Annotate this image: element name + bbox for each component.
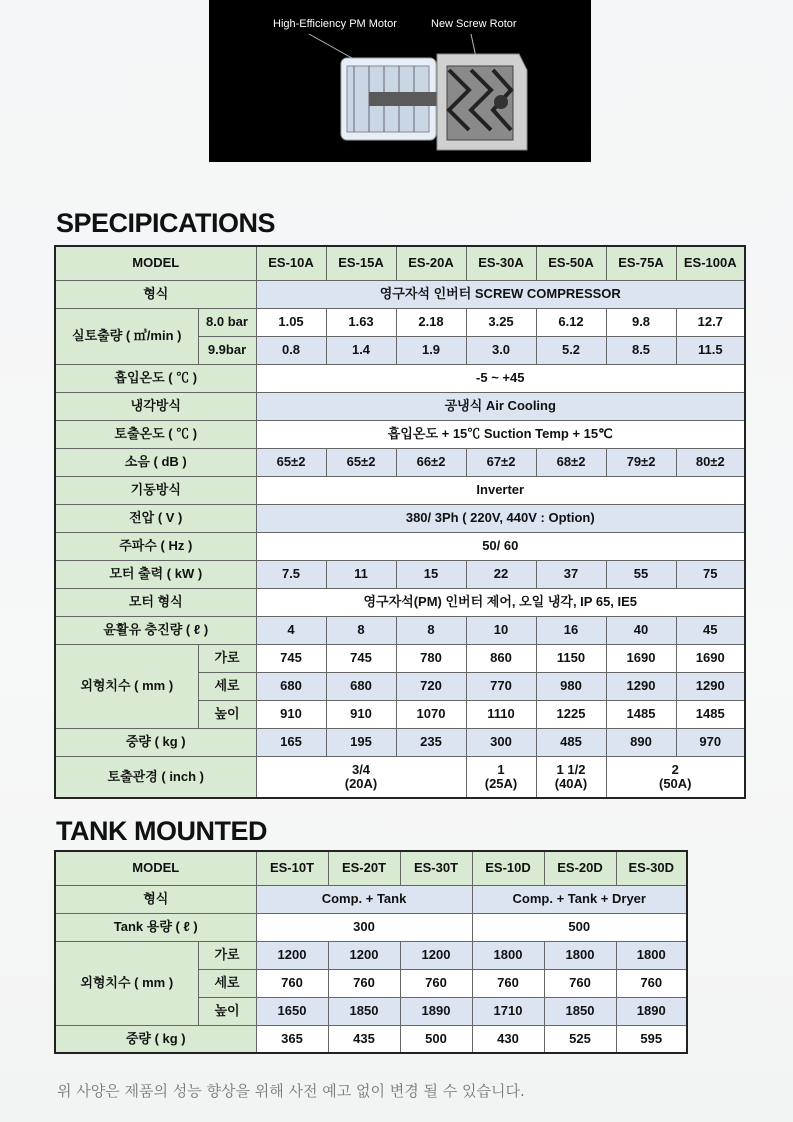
value-cell: 1290 <box>606 672 676 700</box>
value-cell: 3.25 <box>466 308 536 336</box>
start-label: 기동방식 <box>55 476 256 504</box>
model-cell: ES-10A <box>256 246 326 280</box>
value-cell: 595 <box>616 1025 687 1053</box>
value-cell: 65±2 <box>326 448 396 476</box>
value-cell: 300 <box>466 728 536 756</box>
value-cell: 1110 <box>466 700 536 728</box>
value-cell: 195 <box>326 728 396 756</box>
motor-type-label: 모터 형식 <box>55 588 256 616</box>
value-cell: 435 <box>328 1025 400 1053</box>
noise-label: 소음 ( dB ) <box>55 448 256 476</box>
value-cell: 910 <box>326 700 396 728</box>
value-cell: 1800 <box>472 941 544 969</box>
tank-weight-label: 중량 ( kg ) <box>55 1025 256 1053</box>
caption-pm-motor: High-Efficiency PM Motor <box>273 18 397 30</box>
tank-dim-label: 외형치수 ( mm ) <box>55 941 198 1025</box>
spec-row-type <box>55 280 745 308</box>
value-cell: 860 <box>466 644 536 672</box>
value-cell: 8 <box>396 616 466 644</box>
value-cell: 66±2 <box>396 448 466 476</box>
discharge-temp-label: 토출온도 ( ℃ ) <box>55 420 256 448</box>
value-cell: 760 <box>328 969 400 997</box>
value-cell: 1200 <box>328 941 400 969</box>
value-cell: 1690 <box>676 644 745 672</box>
spec-row-start <box>55 476 745 504</box>
start-value: Inverter <box>256 476 745 504</box>
value-cell: 760 <box>256 969 328 997</box>
spec-row-pipe <box>55 756 745 798</box>
value-cell: 55 <box>606 560 676 588</box>
value-cell: 8.5 <box>606 336 676 364</box>
value-cell: 1800 <box>544 941 616 969</box>
spec-row-dim-w <box>55 644 745 672</box>
value-cell: 9.8 <box>606 308 676 336</box>
tank-type-t: Comp. + Tank <box>256 885 472 913</box>
spec-row-noise <box>55 448 745 476</box>
flow-label: 실토출량 ( ㎥/min ) <box>55 308 198 364</box>
value-cell: 68±2 <box>536 448 606 476</box>
value-cell: 1890 <box>400 997 472 1025</box>
value-cell: 1290 <box>676 672 745 700</box>
caption-screw-rotor: New Screw Rotor <box>431 18 517 30</box>
pipe-value-2 <box>466 756 536 798</box>
model-cell: ES-15A <box>326 246 396 280</box>
value-cell: 2.18 <box>396 308 466 336</box>
tank-dim-w-label: 가로 <box>198 941 256 969</box>
pipe-value-3 <box>536 756 606 798</box>
value-cell: 5.2 <box>536 336 606 364</box>
value-cell: 37 <box>536 560 606 588</box>
footnote: 위 사양은 제품의 성능 향상을 위해 사전 예고 없이 변경 될 수 있습니다. <box>57 1082 525 1100</box>
spec-row-cooling <box>55 392 745 420</box>
type-label: 형식 <box>55 280 256 308</box>
model-cell: ES-100A <box>676 246 745 280</box>
spec-row-motor-type <box>55 588 745 616</box>
tank-capacity-label: Tank 용량 ( ℓ ) <box>55 913 256 941</box>
value-cell: 1225 <box>536 700 606 728</box>
pipe-inch: 1 <box>497 761 505 777</box>
tank-row-type <box>55 885 687 913</box>
intake-label: 흡입온도 ( ℃ ) <box>55 364 256 392</box>
model-cell: ES-10T <box>256 851 328 885</box>
tank-capacity-t: 300 <box>256 913 472 941</box>
value-cell: 485 <box>536 728 606 756</box>
value-cell: 3.0 <box>466 336 536 364</box>
value-cell: 760 <box>472 969 544 997</box>
value-cell: 1070 <box>396 700 466 728</box>
model-cell: ES-20T <box>328 851 400 885</box>
model-cell: ES-20D <box>544 851 616 885</box>
pipe-size: (25A) <box>484 775 518 791</box>
value-cell: 760 <box>400 969 472 997</box>
dim-w-label: 가로 <box>198 644 256 672</box>
value-cell: 745 <box>326 644 396 672</box>
model-cell: ES-30T <box>400 851 472 885</box>
flow-pressure-1: 8.0 bar <box>198 308 256 336</box>
pipe-size: (40A) <box>554 775 588 791</box>
pipe-value-4 <box>606 756 745 798</box>
model-cell: ES-20A <box>396 246 466 280</box>
freq-label: 주파수 ( Hz ) <box>55 532 256 560</box>
dim-h-label: 높이 <box>198 700 256 728</box>
model-cell: ES-10D <box>472 851 544 885</box>
value-cell: 1710 <box>472 997 544 1025</box>
tank-table <box>54 850 688 1054</box>
tank-model-label: MODEL <box>55 851 256 885</box>
value-cell: 770 <box>466 672 536 700</box>
intake-value: -5 ~ +45 <box>256 364 745 392</box>
value-cell: 680 <box>326 672 396 700</box>
spec-title: SPECIPICATIONS <box>56 208 276 238</box>
value-cell: 8 <box>326 616 396 644</box>
value-cell: 75 <box>676 560 745 588</box>
value-cell: 1850 <box>328 997 400 1025</box>
cooling-value: 공냉식 Air Cooling <box>256 392 745 420</box>
value-cell: 65±2 <box>256 448 326 476</box>
voltage-label: 전압 ( V ) <box>55 504 256 532</box>
model-cell: ES-30D <box>616 851 687 885</box>
value-cell: 11.5 <box>676 336 745 364</box>
value-cell: 680 <box>256 672 326 700</box>
value-cell: 760 <box>544 969 616 997</box>
value-cell: 80±2 <box>676 448 745 476</box>
value-cell: 79±2 <box>606 448 676 476</box>
pipe-label: 토출관경 ( inch ) <box>55 756 256 798</box>
value-cell: 4 <box>256 616 326 644</box>
value-cell: 500 <box>400 1025 472 1053</box>
hero-image <box>209 0 591 162</box>
tank-dim-d-label: 세로 <box>198 969 256 997</box>
voltage-value: 380/ 3Ph ( 220V, 440V : Option) <box>256 504 745 532</box>
value-cell: 1.05 <box>256 308 326 336</box>
value-cell: 6.12 <box>536 308 606 336</box>
pipe-value-1 <box>256 756 466 798</box>
spec-table <box>54 245 746 799</box>
tank-row-dim-w <box>55 941 687 969</box>
spec-row-flow-1 <box>55 308 745 336</box>
value-cell: 67±2 <box>466 448 536 476</box>
freq-value: 50/ 60 <box>256 532 745 560</box>
value-cell: 745 <box>256 644 326 672</box>
value-cell: 22 <box>466 560 536 588</box>
value-cell: 165 <box>256 728 326 756</box>
tank-type-d: Comp. + Tank + Dryer <box>472 885 687 913</box>
value-cell: 1200 <box>256 941 328 969</box>
value-cell: 1850 <box>544 997 616 1025</box>
value-cell: 12.7 <box>676 308 745 336</box>
oil-label: 윤활유 충진량 ( ℓ ) <box>55 616 256 644</box>
value-cell: 1690 <box>606 644 676 672</box>
weight-label: 중량 ( kg ) <box>55 728 256 756</box>
value-cell: 15 <box>396 560 466 588</box>
spec-row-voltage <box>55 504 745 532</box>
value-cell: 1800 <box>616 941 687 969</box>
value-cell: 760 <box>616 969 687 997</box>
value-cell: 1485 <box>676 700 745 728</box>
motor-output-label: 모터 출력 ( kW ) <box>55 560 256 588</box>
pipe-inch: 2 <box>671 761 679 777</box>
tank-row-model <box>55 851 687 885</box>
tank-dim-h-label: 높이 <box>198 997 256 1025</box>
value-cell: 430 <box>472 1025 544 1053</box>
value-cell: 890 <box>606 728 676 756</box>
value-cell: 235 <box>396 728 466 756</box>
tank-title: TANK MOUNTED <box>56 816 267 846</box>
value-cell: 970 <box>676 728 745 756</box>
model-label: MODEL <box>55 246 256 280</box>
value-cell: 0.8 <box>256 336 326 364</box>
value-cell: 1.9 <box>396 336 466 364</box>
value-cell: 16 <box>536 616 606 644</box>
value-cell: 45 <box>676 616 745 644</box>
flow-pressure-2: 9.9bar <box>198 336 256 364</box>
compressor-cutaway-illustration <box>209 0 591 162</box>
value-cell: 1.63 <box>326 308 396 336</box>
value-cell: 1.4 <box>326 336 396 364</box>
value-cell: 11 <box>326 560 396 588</box>
spec-row-weight <box>55 728 745 756</box>
cooling-label: 냉각방식 <box>55 392 256 420</box>
pipe-inch: 3/4 <box>351 761 371 777</box>
dim-label: 외형치수 ( mm ) <box>55 644 198 728</box>
spec-row-frequency <box>55 532 745 560</box>
pipe-inch: 1 1/2 <box>556 761 586 777</box>
value-cell: 10 <box>466 616 536 644</box>
pipe-size: (50A) <box>659 775 692 791</box>
value-cell: 1200 <box>400 941 472 969</box>
value-cell: 40 <box>606 616 676 644</box>
value-cell: 525 <box>544 1025 616 1053</box>
value-cell: 1650 <box>256 997 328 1025</box>
motor-type-value: 영구자석(PM) 인버터 제어, 오일 냉각, IP 65, IE5 <box>256 588 745 616</box>
tank-row-weight <box>55 1025 687 1053</box>
spec-row-intake <box>55 364 745 392</box>
type-value: 영구자석 인버터 SCREW COMPRESSOR <box>256 280 745 308</box>
model-cell: ES-75A <box>606 246 676 280</box>
spec-row-motor-output <box>55 560 745 588</box>
tank-capacity-d: 500 <box>472 913 687 941</box>
tank-type-label: 형식 <box>55 885 256 913</box>
discharge-temp-value: 흡입온도 + 15℃ Suction Temp + 15℃ <box>256 420 745 448</box>
value-cell: 7.5 <box>256 560 326 588</box>
value-cell: 1890 <box>616 997 687 1025</box>
tank-row-capacity <box>55 913 687 941</box>
pipe-size: (20A) <box>344 775 378 791</box>
value-cell: 365 <box>256 1025 328 1053</box>
value-cell: 1150 <box>536 644 606 672</box>
value-cell: 780 <box>396 644 466 672</box>
value-cell: 980 <box>536 672 606 700</box>
model-cell: ES-30A <box>466 246 536 280</box>
model-cell: ES-50A <box>536 246 606 280</box>
dim-d-label: 세로 <box>198 672 256 700</box>
spec-row-oil <box>55 616 745 644</box>
spec-row-model <box>55 246 745 280</box>
spec-row-discharge-temp <box>55 420 745 448</box>
value-cell: 910 <box>256 700 326 728</box>
value-cell: 1485 <box>606 700 676 728</box>
value-cell: 720 <box>396 672 466 700</box>
